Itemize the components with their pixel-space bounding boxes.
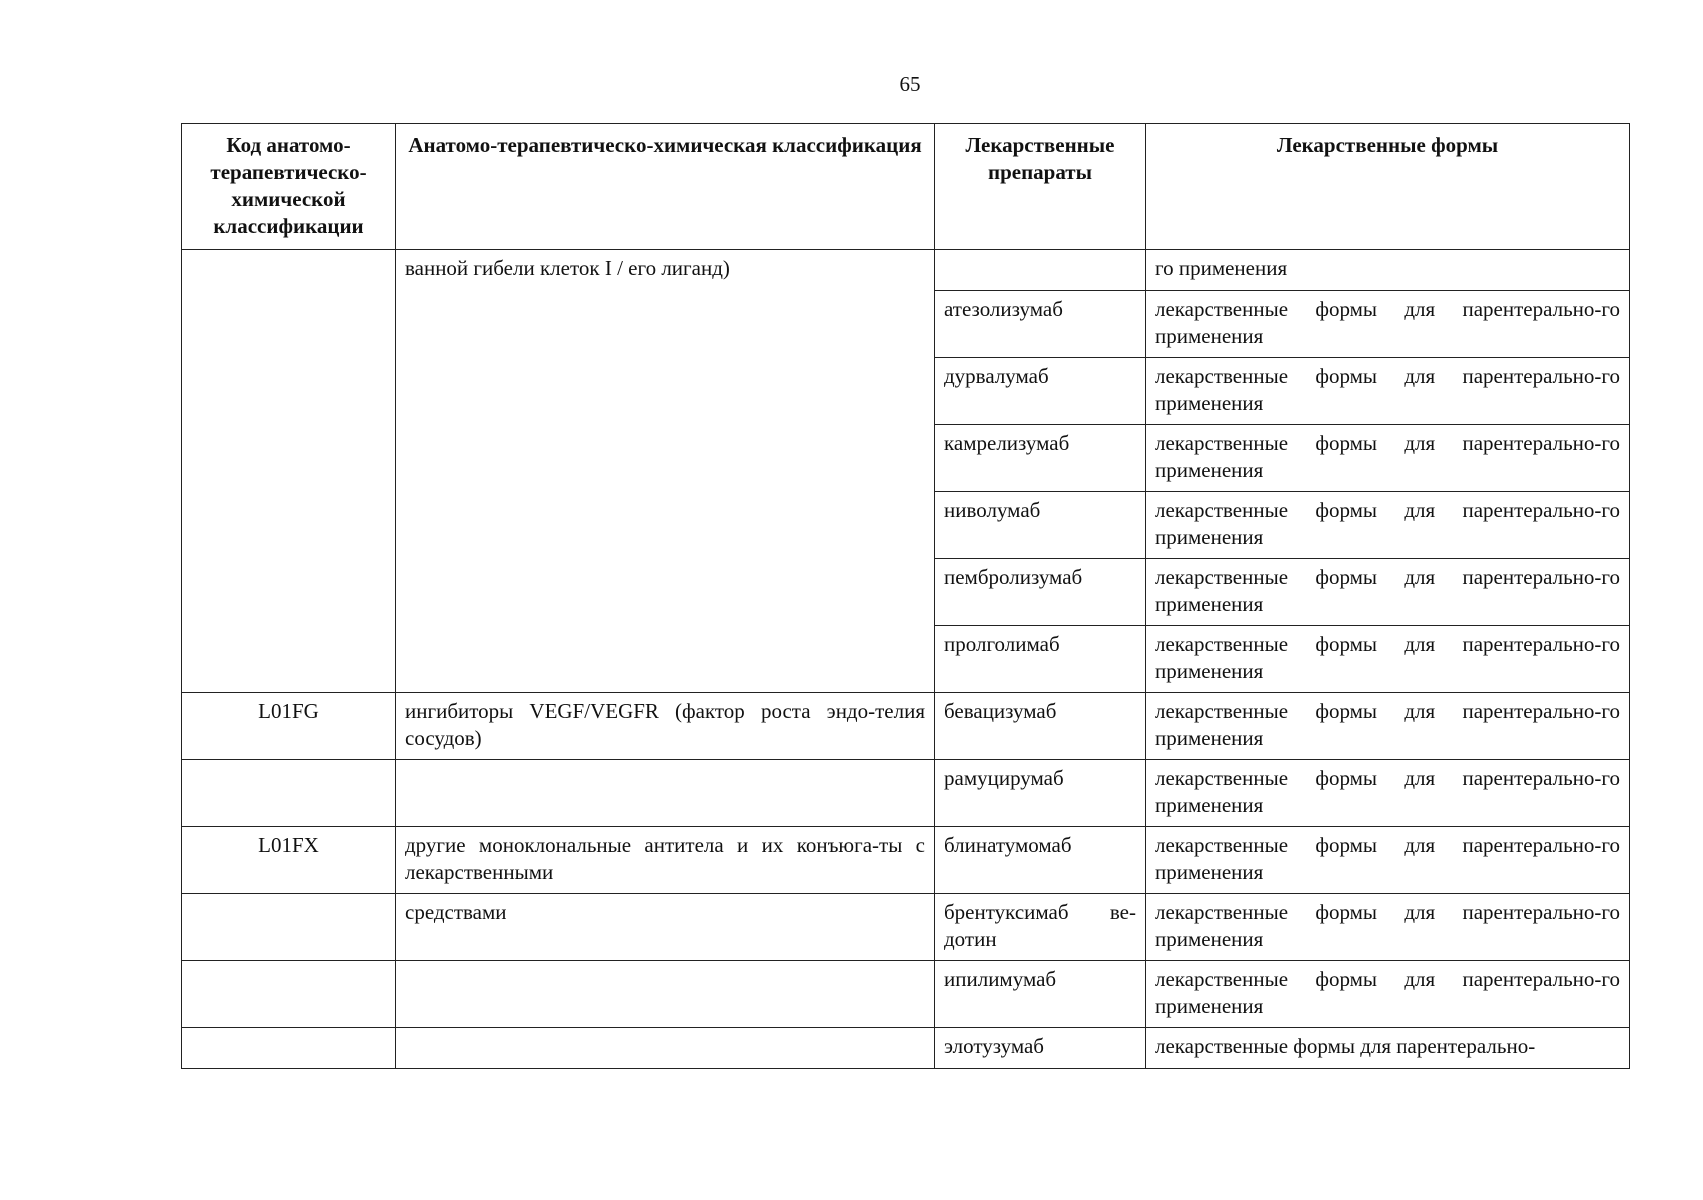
cell-drug: камрелизумаб bbox=[935, 425, 1146, 492]
cell-form: лекарственные формы для парентерально-го применения bbox=[1146, 291, 1630, 358]
cell-code bbox=[182, 961, 396, 1028]
cell-drug: брентуксимаб ве-дотин bbox=[935, 894, 1146, 961]
cell-form: лекарственные формы для парентерально-го применения bbox=[1146, 693, 1630, 760]
header-atc-code: Код анатомо-терапевтическо-химической классификации bbox=[182, 124, 396, 250]
cell-drug: элотузумаб bbox=[935, 1028, 1146, 1069]
cell-form: лекарственные формы для парентерально-го применения bbox=[1146, 827, 1630, 894]
cell-drug: пролголимаб bbox=[935, 626, 1146, 693]
cell-classification bbox=[396, 1028, 935, 1069]
cell-classification bbox=[396, 760, 935, 827]
cell-drug: ипилимумаб bbox=[935, 961, 1146, 1028]
table-row bbox=[182, 894, 1630, 961]
cell-form: лекарственные формы для парентерально-го применения bbox=[1146, 626, 1630, 693]
cell-drug: атезолизумаб bbox=[935, 291, 1146, 358]
cell-drug: пембролизумаб bbox=[935, 559, 1146, 626]
cell-drug: дурвалумаб bbox=[935, 358, 1146, 425]
header-drugs: Лекарственные препараты bbox=[935, 124, 1146, 250]
cell-classification: ингибиторы VEGF/VEGFR (фактор роста эндо-телия сосудов) bbox=[396, 693, 935, 760]
cell-form: лекарственные формы для парентерально- bbox=[1146, 1028, 1630, 1069]
table-row bbox=[182, 250, 1630, 291]
cell-code bbox=[182, 1028, 396, 1069]
cell-drug: блинатумомаб bbox=[935, 827, 1146, 894]
cell-form: лекарственные формы для парентерально-го применения bbox=[1146, 425, 1630, 492]
cell-drug bbox=[935, 250, 1146, 291]
table-row bbox=[182, 1028, 1630, 1069]
cell-form: лекарственные формы для парентерально-го применения bbox=[1146, 358, 1630, 425]
cell-form: лекарственные формы для парентерально-го применения bbox=[1146, 760, 1630, 827]
atc-classification-table bbox=[181, 123, 1630, 1069]
cell-form: лекарственные формы для парентерально-го применения bbox=[1146, 492, 1630, 559]
table-row bbox=[182, 760, 1630, 827]
cell-code bbox=[182, 250, 396, 693]
cell-classification: средствами bbox=[396, 894, 935, 961]
cell-drug: рамуцирумаб bbox=[935, 760, 1146, 827]
header-dosage-forms: Лекарственные формы bbox=[1146, 124, 1630, 250]
header-atc-classification: Анатомо-терапевтическо-химическая классификация bbox=[396, 124, 935, 250]
cell-drug: бевацизумаб bbox=[935, 693, 1146, 760]
table-row bbox=[182, 961, 1630, 1028]
cell-code: L01FG bbox=[182, 693, 396, 760]
cell-code bbox=[182, 894, 396, 961]
cell-form: го применения bbox=[1146, 250, 1630, 291]
cell-classification: ванной гибели клеток I / его лиганд) bbox=[396, 250, 935, 693]
page-number: 65 bbox=[899, 72, 921, 96]
cell-form: лекарственные формы для парентерально-го применения bbox=[1146, 894, 1630, 961]
cell-classification: другие моноклональные антитела и их конъюга-ты с лекарственными bbox=[396, 827, 935, 894]
table-row bbox=[182, 693, 1630, 760]
cell-form: лекарственные формы для парентерально-го применения bbox=[1146, 559, 1630, 626]
cell-drug: ниволумаб bbox=[935, 492, 1146, 559]
table-row bbox=[182, 827, 1630, 894]
cell-code bbox=[182, 760, 396, 827]
cell-code: L01FX bbox=[182, 827, 396, 894]
cell-form: лекарственные формы для парентерально-го применения bbox=[1146, 961, 1630, 1028]
cell-classification bbox=[396, 961, 935, 1028]
table-header-row bbox=[182, 124, 1630, 250]
